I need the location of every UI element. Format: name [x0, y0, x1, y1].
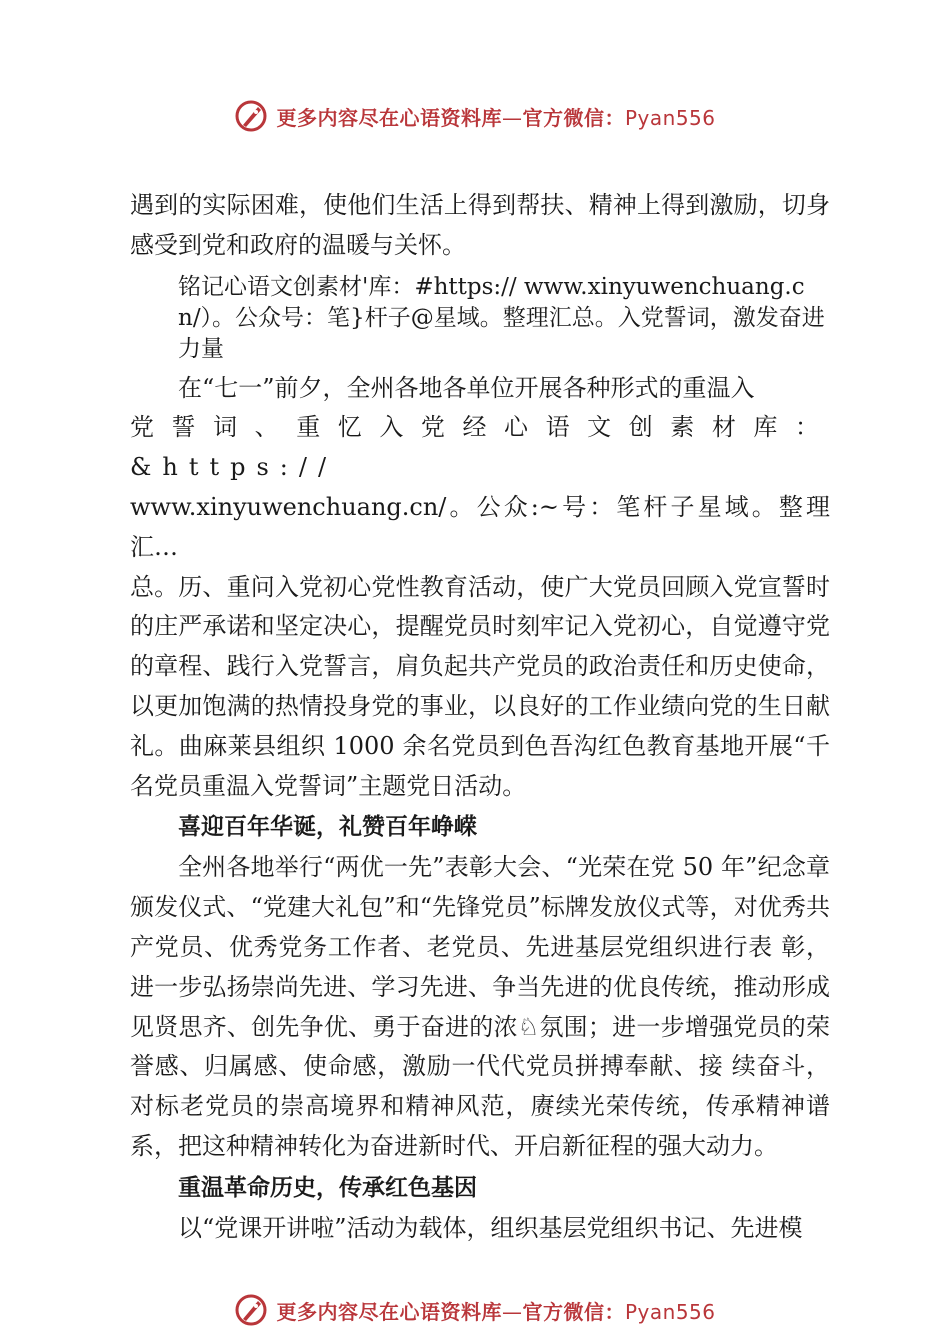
footer-banner — [0, 1290, 950, 1330]
section-heading-2: 重温革命历史，传承红色基因 — [178, 1174, 477, 1201]
paragraph-2-line-2: 党誓词、重忆入党经心语文创素材库：&https:// — [130, 413, 830, 482]
header-wechat-id: Pyan556 — [624, 105, 716, 130]
pen-circle-logo-icon — [234, 1293, 268, 1327]
paragraph-1: 遇到的实际困难，使他们生活上得到帮扶、精神上得到激励，切身感受到党和政府的温暖与关怀。 — [130, 191, 830, 259]
header-dash: — — [501, 105, 523, 130]
paragraph-4: 以“党课开讲啦”活动为载体，组织基层党组织书记、先进模 — [178, 1213, 803, 1242]
header-brand: 更多内容尽在心语资料库 — [276, 105, 502, 130]
pen-circle-logo-icon — [234, 99, 268, 133]
footer-text — [276, 1296, 715, 1325]
document-body — [130, 186, 830, 1249]
header-banner — [0, 96, 950, 136]
footer-dash: — — [501, 1299, 523, 1324]
paragraph-3: 全州各地举行“两优一先”表彰大会、“光荣在党 50 年”纪念章颁发仪式、“党建大礼包”和“先锋党员”标牌发放仪式等，对优秀共产党员、优秀党务工作者、老党员、先进基层党组织进行表 彰，进一步弘扬崇尚先进、学习先进、争当先进的优良传统，推动形成见贤思齐、创先争优、勇于奋进的浓♘氛围；进一步增强党员的荣誉感、归属感、使命感，激励一代代党员拼搏奉献、接 续奋斗，对标老党员的崇高境界和精神风范，赓续光荣传统，传承精神谱系，把这种精神转化为奋进新时代、开启新征程的强大动力。 — [130, 853, 830, 1160]
footer-wechat-id: Pyan556 — [624, 1299, 716, 1324]
section-heading-1: 喜迎百年华诞，礼赞百年峥嵘 — [178, 814, 477, 841]
paragraph-2-line-1: 在“七一”前夕，全州各地各单位开展各种形式的重温入 — [178, 373, 755, 402]
watermark-quote: 铭记心语文创素材'库：#https:// www.xinyuwenchuang.cn/）。公众号：笔}杆子@星域。整理汇总。入党誓词，激发奋进力量 — [178, 273, 825, 362]
footer-wechat-label: 官方微信： — [522, 1299, 625, 1324]
footer-brand: 更多内容尽在心语资料库 — [276, 1299, 502, 1324]
header-text — [276, 102, 715, 131]
paragraph-2-line-3: www.xinyuwenchuang.cn/。公众:~号：笔杆子星域。整理汇… — [130, 492, 830, 561]
paragraph-2-rest: 总。历、重问入党初心党性教育活动，使广大党员回顾入党宣誓时的庄严承诺和坚定决心，提醒党员时刻牢记入党初心，自觉遵守党的章程、践行入党誓言，肩负起共产党员的政治责任和历史使命，以更加饱满的热情投身党的事业，以良好的工作业绩向党的生日献礼。曲麻莱县组织 1000 余名党员到色吾沟红色教育基地开展“千名党员重温入党誓词”主题党日活动。 — [130, 572, 830, 800]
header-wechat-label: 官方微信： — [522, 105, 625, 130]
